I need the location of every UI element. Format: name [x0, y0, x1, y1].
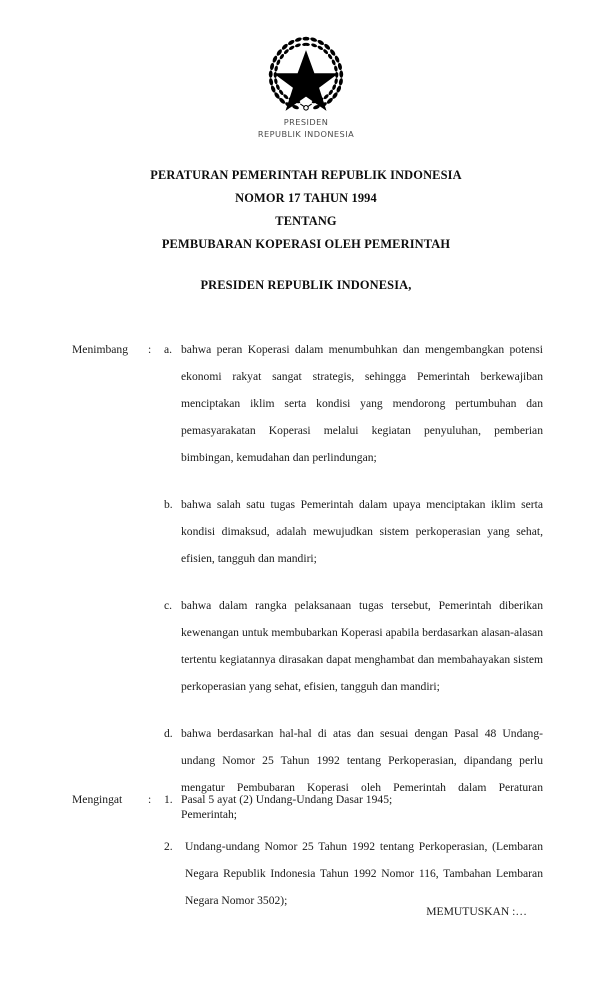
- document-title-block: [0, 164, 612, 256]
- list-item-text: bahwa peran Koperasi dalam menumbuhkan dan mengembangkan potensi ekonomi rakyat sangat strategis, sehingga Pemerintah berkewajiban menciptakan iklim serta kondisi yang mendorong pertumbuhan dan pemasyarakatan Koperasi melalui kegiatan penyuluhan, pemberian bimbingan, kemudahan dan perlindungan;: [181, 343, 543, 464]
- emblem-caption: [0, 117, 612, 140]
- mengingat-section: [72, 786, 543, 914]
- list-item: [164, 786, 543, 813]
- list-item-text: Pasal 5 ayat (2) Undang-Undang Dasar 1945;: [181, 793, 393, 806]
- list-item: [164, 336, 543, 471]
- mengingat-items: [164, 786, 543, 914]
- title-line-about: TENTANG: [275, 214, 337, 228]
- menimbang-items: [164, 336, 543, 828]
- star-in-laurel-wreath-icon: [258, 32, 354, 114]
- emblem-caption-line-1: PRESIDEN: [283, 117, 329, 127]
- list-item: [164, 592, 543, 700]
- memutuskan-footer: MEMUTUSKAN :…: [426, 905, 527, 918]
- menimbang-label: Menimbang: [72, 343, 129, 356]
- list-item-text: bahwa dalam rangka pelaksanaan tugas tersebut, Pemerintah diberikan kewenangan untuk membubarkan Koperasi apabila berdasarkan alasan-alasan tertentu kegiatannya dirasakan dapat menghambat dan membahayakan sistem perkoperasian yang sehat, efisien, tangguh dan mandiri;: [181, 599, 543, 693]
- issuer-heading: PRESIDEN REPUBLIK INDONESIA,: [200, 278, 412, 292]
- mengingat-row: [72, 786, 543, 914]
- title-line-subject: PEMBUBARAN KOPERASI OLEH PEMERINTAH: [161, 237, 451, 251]
- list-item-text: bahwa berdasarkan hal-hal di atas dan sesuai dengan Pasal 48 Undang-undang Nomor 25 Tahun 1992 tentang Perkoperasian, dipandang perlu mengatur Pembubaran Koperasi oleh Pemerintah dalam Peraturan Pemerintah;: [181, 727, 543, 821]
- menimbang-section: [72, 336, 543, 828]
- list-item-marker: 1.: [164, 793, 173, 806]
- list-item-marker: 2.: [164, 840, 173, 853]
- menimbang-row: [72, 336, 543, 828]
- mengingat-label: Mengingat: [72, 793, 123, 806]
- list-item-text: bahwa salah satu tugas Pemerintah dalam upaya menciptakan iklim serta kondisi dimaksud, adalah mewujudkan sistem perkoperasian yang sehat, efisien, tangguh dan mandiri;: [181, 498, 543, 565]
- title-line-regulation: PERATURAN PEMERINTAH REPUBLIK INDONESIA: [150, 168, 462, 182]
- list-item-marker: c.: [164, 599, 173, 612]
- title-line-number: NOMOR 17 TAHUN 1994: [235, 191, 377, 205]
- menimbang-colon: :: [148, 343, 152, 356]
- list-item: [164, 491, 543, 572]
- emblem-caption-line-2: REPUBLIK INDONESIA: [257, 128, 355, 139]
- list-item-marker: d.: [164, 727, 173, 740]
- list-item-marker: a.: [164, 343, 173, 356]
- presidential-emblem-block: [0, 32, 612, 140]
- list-item-text: Undang-undang Nomor 25 Tahun 1992 tentang Perkoperasian, (Lembaran Negara Republik Indonesia Tahun 1992 Nomor 116, Tambahan Lembaran Negara Nomor 3502);: [185, 840, 543, 907]
- mengingat-colon: :: [148, 793, 152, 806]
- list-item-marker: b.: [164, 498, 173, 511]
